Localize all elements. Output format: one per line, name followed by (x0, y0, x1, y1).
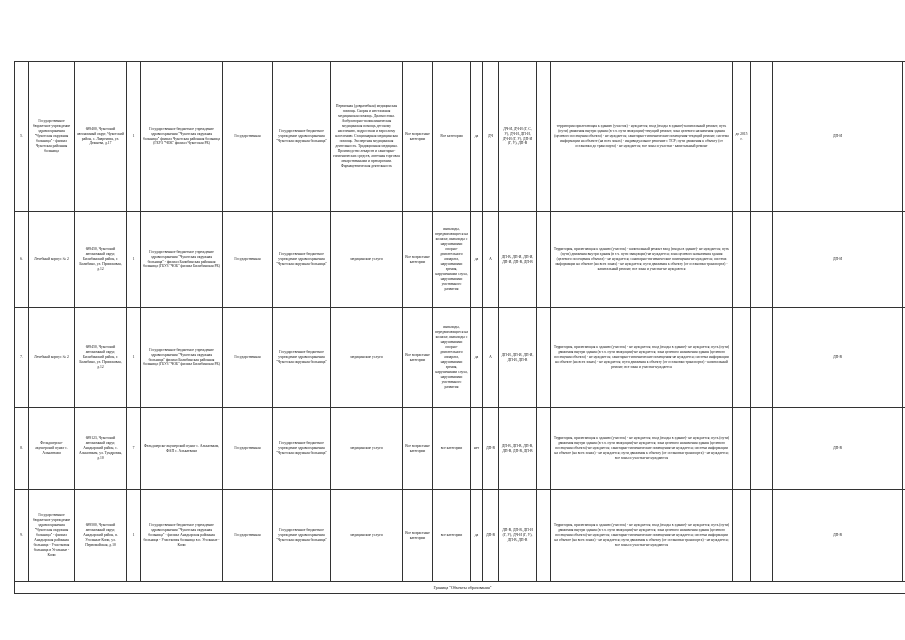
row-number: 9. (15, 490, 29, 582)
superior-organization: Государственное бюджетное учреждение здравоохранения "Чукотская окружная больница" (273, 62, 331, 212)
accessibility-variant: А (483, 308, 499, 408)
accessibility-status: ДП-В, ДП-В, ДП-В, ДП-В, ДП-В, ДП-В (499, 408, 537, 490)
table-row (15, 490, 905, 582)
owner-full-name: Государственное бюджетное учреждение здравоохранения "Чукотская окружная больница" - филиал Билибинская районная больница (ГБУЗ "ЧОБ" филиал Билибинская РБ) (141, 212, 223, 308)
disability-category: инвалиды, передвигающиеся на коляске, инвалиды с нарушениями опорно-двигательного аппарата, нарушениями зрения, нарушениями слуха, нарушениями умственного развития (433, 212, 471, 308)
superior-organization: Государственное бюджетное учреждение здравоохранения "Чукотская окружная больница" (273, 408, 331, 490)
period (733, 490, 751, 582)
services-provided: медицинские услуги (331, 408, 403, 490)
object-address: 689400, Чукотский автономный округ, Чукотский район, с. Лаврентия, ул. Дежнева, д.17 (75, 62, 127, 212)
staff-trained: да (471, 490, 483, 582)
period (733, 308, 751, 408)
services-provided: Первичная (доврачебная) медицинская помощь. Скорая и неотложная медицинская помощь. Диагностика. Амбулаторно-поликлиническая медицинская помощь детскому населению, подросткам и взрослому населению. Стационарная медицинская помощь. Экспертная медицинская деятельность. Традиционная медицина. Производство лекарств и санитарно-гигиенических средств, аптечная торговля лекарственными и препаратами. Фармацевтическая деятельность (331, 62, 403, 212)
property-form: Государственная (223, 408, 273, 490)
served-category: Все возрастные категории (403, 212, 433, 308)
owner-full-name: Государственное бюджетное учреждение здравоохранения "Чукотская окружная больница" филиал Чукотская районная больница (ГБУЗ "ЧОБ" филиал Чукотская РБ) (141, 62, 223, 212)
property-form: Государственная (223, 62, 273, 212)
disability-category: все категории (433, 408, 471, 490)
staff-trained: нет (471, 408, 483, 490)
management-decisions: Территория, прилегающая к зданию (участок) - не нуждается; вход (входы в здание)- не нуждается; путь (пути) движения внутри здания (в т.ч. пути эвакуации)-не нуждается; зона целевого назначения здания (целевого посещения объекта)-не нуждается; санитарно-гигиенические помещения-не нуждается; система информации на объекте (на всех зонах) - не нуждается; пути движения к объекту (от остановки транспорта) - не нуждается; все зоны и участки-не нуждаются (551, 490, 733, 582)
owner-full-name: Государственное бюджетное учреждение здравоохранения "Чукотская окружная больница" - филиал Анадырская районная больница - Участковая больница в п. Угольные - Копи (141, 490, 223, 582)
row-number: 6. (15, 212, 29, 308)
services-provided: медицинские услуги (331, 490, 403, 582)
row-number: 7. (15, 308, 29, 408)
accessibility-status: ДЧ-И, ДЧ-И (Г, С, У), ДЧ-И, ДП-И, ДЧ-И (Г, У), ДП-И (Г, У), ДП-В (499, 62, 537, 212)
served-category: Все возрастные категории (403, 308, 433, 408)
management-decisions: Территория, прилегающая к зданию (участок) - не нуждается; вход (входы в здание)- не нуждается; путь (пути) движения внутри здания (в т.ч. пути эвакуации)-не нуждается; зона целевого назначения здания (целевого посещения объекта)-не нуждается; санитарно-гигиенические помещения-не нуждается; система информации на объекте (на всех зонах) - не нуждается; пути движения к объекту (от остановки транспорта) - не нуждается; все зоны и участки-не нуждаются (551, 408, 733, 490)
disability-category: все категории (433, 490, 471, 582)
disability-category: инвалиды, передвигающиеся на коляске, инвалиды с нарушениями опорно-двигательного аппарата, нарушениями зрения, нарушениями слуха, нарушениями умственного развития (433, 308, 471, 408)
served-category: Все возрастные категории (403, 490, 433, 582)
object-name: Государственное бюджетное учреждение здравоохранения "Чукотская окружная больница" - филиал Анадырская районная больница - Участковая больница в Угольные - Копи (29, 490, 75, 582)
row-number: 8. (15, 408, 29, 490)
property-form: Государственная (223, 212, 273, 308)
management-decisions: территория прилегающая к зданию (участок) - нуждается; вход (входы в здание)-капитальный ремонт; путь (пути) движения внутри здания (в т.ч. пути эвакуации)-текущий ремонт; зона целевого назначения здания (целевого посещения объекта) - не нуждается; санитарно-гигиенические помещения-текущий ремонт; система информации на объекте (на всех зонах) - индивидуальное решение с ТСР; пути движения к объекту (от остановки до транспорта) - не нуждается; все зоны и участки - капитальный ремонт (551, 62, 733, 212)
served-category: Все возрастные категории (403, 408, 433, 490)
served-category: Все возрастные категории (403, 62, 433, 212)
object-name: Лечебный корпус № 2 (29, 308, 75, 408)
accessibility-variant: А (483, 212, 499, 308)
ownership-count: 1 (127, 308, 141, 408)
accessibility-status: ДП-В, ДП-И, ДП-И, ДП-И, ДП-В, ДП-В (499, 212, 537, 308)
period (733, 212, 751, 308)
object-name: Фельдшерско-акушерский пункт с. Алькатваам (29, 408, 75, 490)
staff-trained: да (471, 308, 483, 408)
services-provided: медицинские услуги (331, 212, 403, 308)
staff-trained: да (471, 62, 483, 212)
accessibility-register-table (14, 61, 905, 594)
management-decisions: Территория, прилегающая к зданию (участок) - не нуждается; вход (входы в здание)- не нуждается; путь (пути) движения внутри здания (в т.ч. пути эвакуации)-не нуждается; зона целевого назначения здания (целевого посещения объекта) - не нуждается; санитарно-гигиенические помещения-не нуждается; система информации на объекте (на всех зонах) - не нуждается; пути движения к объекту (от остановки транспорта) - капитальный ремонт; все зоны и участки-нуждается (551, 308, 733, 408)
accessibility-status: ДП-В, ДП-В, ДП-И (Г, У), ДЧ-И (Г, У), ДП-В, ДП-В (499, 490, 537, 582)
expected-result: ДП-В (773, 308, 903, 408)
expected-result: ДП-И (773, 212, 903, 308)
object-address: 689450, Чукотский автономный округ, Билибинский район, г. Билибино, ул. Приисковая, д.12 (75, 308, 127, 408)
object-address: 689450, Чукотский автономный округ, Билибинский район, г. Билибино, ул. Приисковая, д.12 (75, 212, 127, 308)
ownership-count: 1 (127, 212, 141, 308)
superior-organization: Государственное бюджетное учреждение здравоохранения "Чукотская окружная больница" (273, 212, 331, 308)
table-row (15, 212, 905, 308)
accessibility-variant: ДП-В (483, 408, 499, 490)
accessibility-status: ДП-И, ДП-И, ДП-И, ДП-И, ДП-В (499, 308, 537, 408)
ownership-count: 1 (127, 490, 141, 582)
superior-organization: Государственное бюджетное учреждение здравоохранения "Чукотская окружная больница" (273, 490, 331, 582)
accessibility-variant: ДП-В (483, 490, 499, 582)
expected-result: ДП-В (773, 408, 903, 490)
services-provided: медицинские услуги (331, 308, 403, 408)
table-row (15, 308, 905, 408)
ownership-count: 7 (127, 408, 141, 490)
expected-result: ДП-И (773, 62, 903, 212)
object-name: Государственное бюджетное учреждение здравоохранения "Чукотская окружная больница" - филиал Чукотская районная больница (29, 62, 75, 212)
section-footer: Граница "Объекты образования" (15, 582, 905, 594)
period (733, 408, 751, 490)
period: до 2015 г. (733, 62, 751, 212)
object-address: 689500, Чукотский автономный округ, Анадырский район, п. Угольные Копи, ул. Первомайская, д.10 (75, 490, 127, 582)
property-form: Государственная (223, 308, 273, 408)
accessibility-variant: ДЧ (483, 62, 499, 212)
row-number: 5. (15, 62, 29, 212)
property-form: Государственная (223, 490, 273, 582)
owner-full-name: Фельдшерско-акушерский пункт с. Алькатваам, ФАП с. Алькатваам (141, 408, 223, 490)
footer-row (15, 582, 905, 594)
table-row (15, 408, 905, 490)
object-address: 689123, Чукотский автономный округ, Анадырский район, с. Алькатваам, ул. Тундровая, д.10 (75, 408, 127, 490)
superior-organization: Государственное бюджетное учреждение здравоохранения "Чукотская окружная больница" (273, 308, 331, 408)
management-decisions: Территория, прилегающая к зданию (участок) - капитальный ремонт вход (входы в здание)- не нуждается; путь (пути) движения внутри здания (в т.ч. пути эвакуации)-не нуждается; зона целевого назначения здания (целевого посещения объекта) - не нуждается; санитарно-гигиенические помещения-не нуждается; система информации на объекте (на всех зонах) - не нуждается; пути движения к объекту (от остановки транспорта) - капитальный ремонт; все зоны и участки-не нуждаются (551, 212, 733, 308)
object-name: Лечебный корпус № 2 (29, 212, 75, 308)
table-row (15, 62, 905, 212)
staff-trained: да (471, 212, 483, 308)
ownership-count: 1 (127, 62, 141, 212)
owner-full-name: Государственное бюджетное учреждение здравоохранения "Чукотская окружная больница" филиал Билибинская районная больница (ГБУЗ "ЧОБ" филиал Билибинская РБ) (141, 308, 223, 408)
disability-category: Все категории (433, 62, 471, 212)
expected-result: ДП-В (773, 490, 903, 582)
